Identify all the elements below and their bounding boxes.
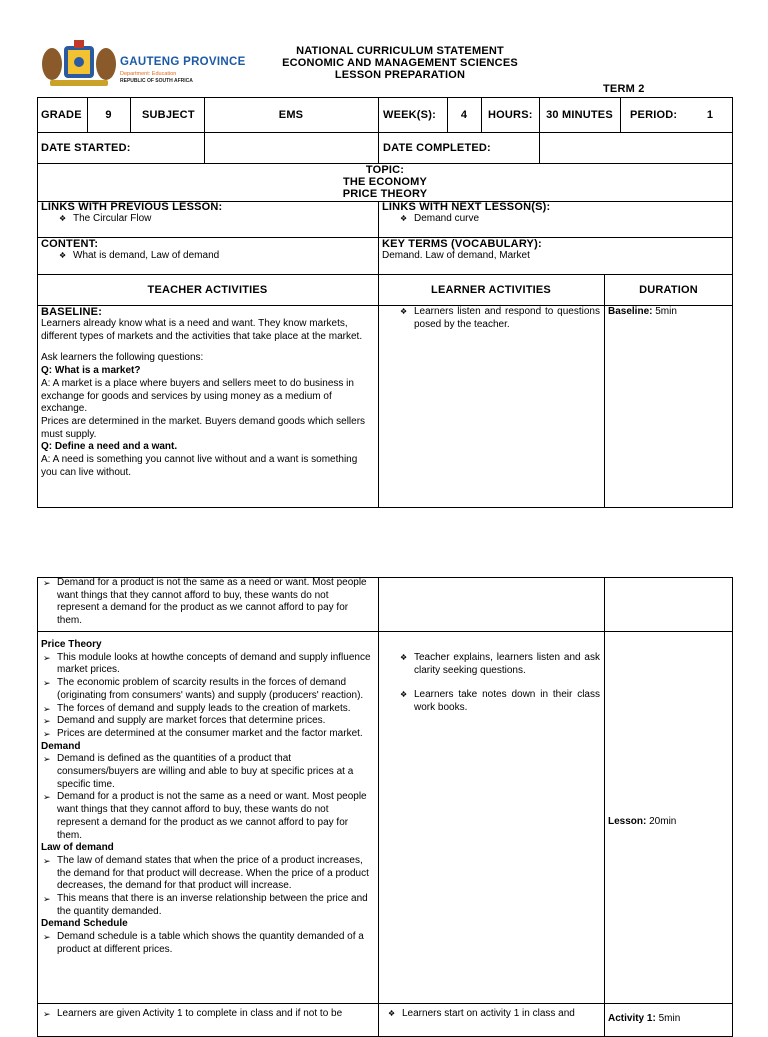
- period-value: 1: [706, 108, 714, 121]
- hours-value: 30 MINUTES: [546, 108, 613, 121]
- doc-header: [240, 45, 560, 81]
- key-terms-cell: [382, 238, 730, 263]
- logo-country: REPUBLIC OF SOUTH AFRICA: [120, 78, 193, 84]
- topic-line-1: THE ECONOMY: [342, 176, 428, 188]
- law-of-demand-item: ➢ This means that there is an inverse relationship between the price and the quantity demanded.: [41, 893, 371, 918]
- key-terms-text: Demand. Law of demand, Market: [382, 250, 530, 261]
- weeks-label: WEEK(S):: [383, 108, 436, 121]
- baseline-intro: Learners already know what is a need and want. They know markets, different types of markets and the activities that take place at the market.: [41, 318, 363, 342]
- baseline-a1: A: A market is a place where buyers and sellers meet to do business in exchange for goods and services by using money as a medium of exchange.: [41, 377, 354, 415]
- term-label: TERM 2: [603, 83, 645, 95]
- demand-item: ➢ Demand for a product is not the same as a need or want. Most people want things that they cannot afford to buy, these wants do not represent a demand for the product as we cannot afford to pay for them.: [41, 791, 371, 842]
- logo-department: Department: Education: [120, 71, 177, 77]
- baseline-a2: A: A need is something you cannot live without and a want is something you can live without.: [41, 454, 358, 478]
- lesson-duration-label: Lesson:: [608, 816, 647, 827]
- demand-item: ➢ Demand is defined as the quantities of a product that consumers/buyers are willing and able to buy at specific prices at a specific time.: [41, 753, 371, 791]
- lesson-learner-cell: [382, 652, 600, 715]
- grade-label: GRADE: [41, 108, 82, 121]
- links-next-item: ❖ Demand curve: [398, 213, 730, 226]
- activity-teacher-cell: [41, 1008, 371, 1021]
- content-label: CONTENT:: [41, 238, 99, 250]
- col-teacher-activities: TEACHER ACTIVITIES: [147, 283, 268, 296]
- header-line-1: NATIONAL CURRICULUM STATEMENT: [296, 45, 504, 57]
- hours-label: HOURS:: [488, 108, 533, 121]
- activity-learner-item: ❖ Learners start on activity 1 in class and: [386, 1008, 602, 1021]
- lesson-teacher-cell: [41, 639, 371, 957]
- price-theory-item: ➢ This module looks at howthe concepts of demand and supply influence market prices.: [41, 652, 371, 677]
- activity-learner-cell: [386, 1008, 602, 1021]
- subject-value: EMS: [278, 108, 304, 121]
- lesson-duration-value: 20min: [649, 816, 677, 827]
- price-theory-title: Price Theory: [41, 639, 102, 650]
- continuation-item: ➢ Demand for a product is not the same as a need or want. Most people want things that they cannot afford to buy, these wants do not represent a demand for the product as we cannot afford to pay for them.: [41, 577, 371, 628]
- lesson-duration-cell: [608, 816, 730, 829]
- price-theory-item: ➢ The economic problem of scarcity results in the forces of demand (originating from consumers' wants) and supply (producers' reaction).: [41, 677, 371, 702]
- law-of-demand-item: ➢ The law of demand states that when the price of a product increases, the demand for that product will decrease. When the price of a product decreases, the demand for that product will increase.: [41, 855, 371, 893]
- key-terms-label: KEY TERMS (VOCABULARY):: [382, 238, 542, 250]
- baseline-a1b: Prices are determined in the market. Buyers demand goods which sellers must supply.: [41, 415, 366, 440]
- topic-label: TOPIC:: [365, 164, 405, 176]
- date-started-label: DATE STARTED:: [41, 141, 131, 154]
- baseline-cell: [41, 306, 371, 479]
- price-theory-item: ➢ The forces of demand and supply leads to the creation of markets.: [41, 703, 371, 716]
- weeks-value: 4: [460, 108, 468, 121]
- grade-value: 9: [105, 108, 112, 121]
- activity-duration-value: 5min: [658, 1013, 681, 1024]
- baseline-q2: Q: Define a need and a want.: [41, 441, 178, 453]
- demand-schedule-item: ➢ Demand schedule is a table which shows the quantity demanded of a product at different prices.: [41, 931, 371, 956]
- content-cell: [41, 238, 375, 263]
- law-of-demand-title: Law of demand: [41, 842, 114, 854]
- baseline-q1: Q: What is a market?: [41, 365, 141, 377]
- activity-teacher-item: ➢ Learners are given Activity 1 to complete in class and if not to be: [41, 1008, 371, 1021]
- col-learner-activities: LEARNER ACTIVITIES: [431, 283, 551, 296]
- baseline-ask: Ask learners the following questions:: [41, 352, 204, 364]
- header-line-2: ECONOMIC AND MANAGEMENT SCIENCES: [282, 57, 518, 69]
- demand-title: Demand: [41, 740, 81, 752]
- baseline-duration-cell: [608, 306, 730, 319]
- links-next-cell: [382, 201, 730, 226]
- demand-schedule-title: Demand Schedule: [41, 918, 128, 930]
- date-completed-label: DATE COMPLETED:: [383, 141, 491, 154]
- subject-label: SUBJECT: [142, 108, 195, 121]
- links-previous-cell: [41, 201, 375, 226]
- baseline-learner-cell: [382, 306, 600, 331]
- links-previous-label: LINKS WITH PREVIOUS LESSON:: [41, 201, 223, 213]
- baseline-duration-label: Baseline:: [608, 306, 653, 317]
- links-next-label: LINKS WITH NEXT LESSON(S):: [382, 201, 551, 213]
- price-theory-item: ➢ Prices are determined at the consumer market and the factor market.: [41, 728, 371, 741]
- col-duration: DURATION: [639, 283, 698, 296]
- price-theory-item: ➢ Demand and supply are market forces that determine prices.: [41, 715, 371, 728]
- baseline-duration-value: 5min: [655, 306, 677, 317]
- lesson-learner-item: ❖ Learners take notes down in their class work books.: [398, 689, 600, 714]
- baseline-title: BASELINE:: [41, 306, 103, 318]
- content-item: ❖ What is demand, Law of demand: [57, 250, 375, 263]
- logo-province: GAUTENG PROVINCE: [120, 56, 246, 68]
- lesson-learner-item: ❖ Teacher explains, learners listen and ask clarity seeking questions.: [398, 652, 600, 677]
- baseline-learner-item: ❖ Learners listen and respond to questions posed by the teacher.: [398, 306, 600, 331]
- activity-duration-label: Activity 1:: [608, 1013, 656, 1024]
- links-previous-item: ❖ The Circular Flow: [57, 213, 375, 226]
- continuation-cell: [41, 577, 371, 628]
- period-label: PERIOD:: [630, 108, 678, 121]
- coat-of-arms-icon: [40, 34, 118, 90]
- gauteng-logo: [40, 34, 246, 90]
- topic-line-2: PRICE THEORY: [342, 188, 428, 200]
- topic-block: [37, 164, 733, 200]
- header-line-3: LESSON PREPARATION: [334, 69, 466, 81]
